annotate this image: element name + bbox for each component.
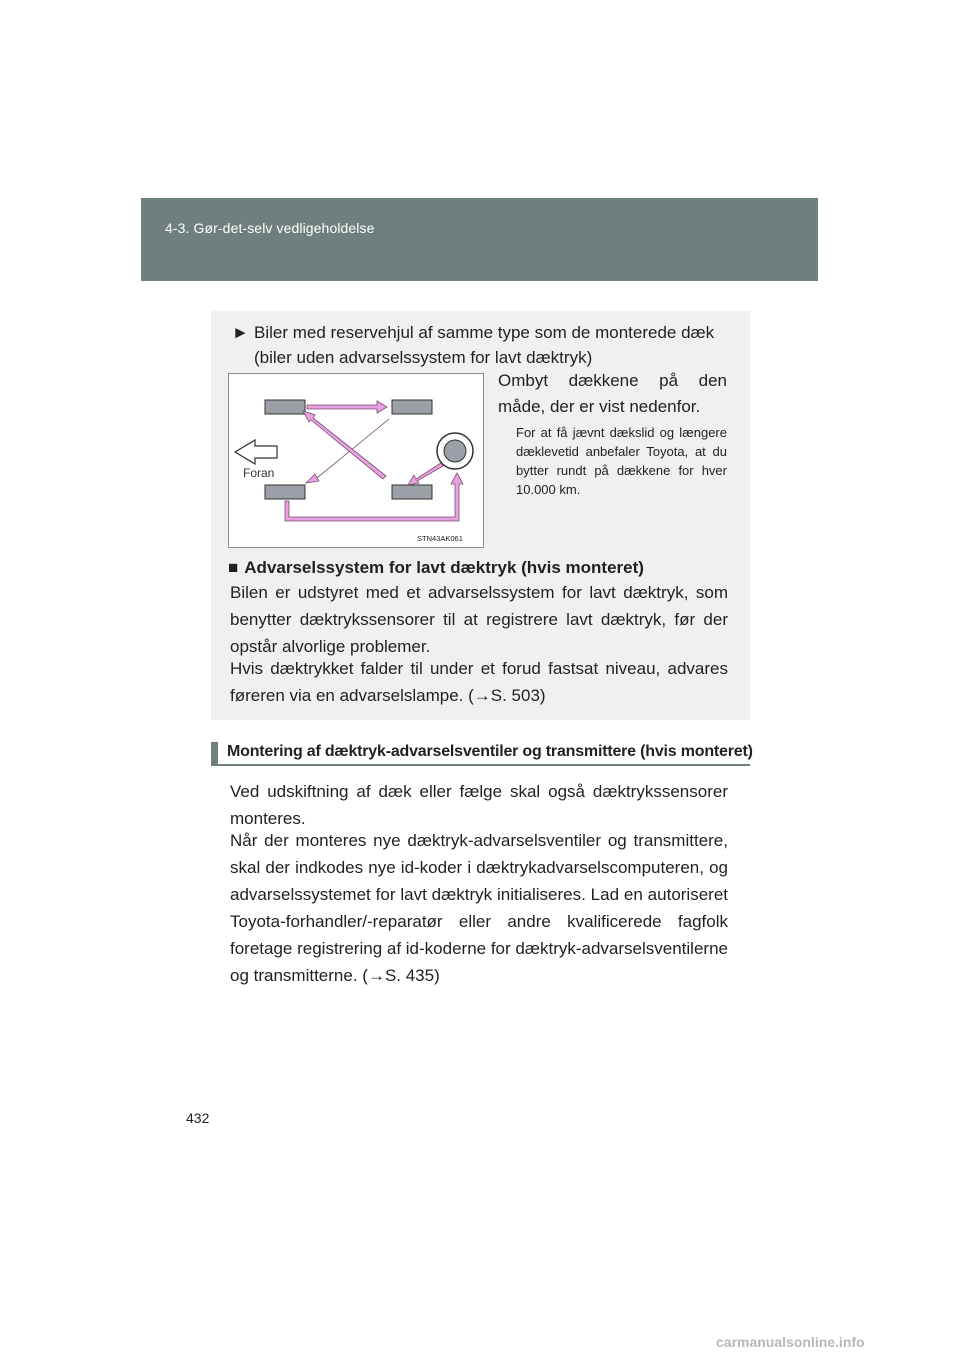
mounting-heading-bar [211, 742, 753, 766]
page-number: 432 [186, 1110, 210, 1126]
bullet-line-2: (biler uden advarselssystem for lavt dæktryk) [254, 348, 593, 367]
arrow-spare-to-rr [408, 463, 443, 485]
rotation-note: For at få jævnt dækslid og længere dæklevetid anbefaler Toyota, at du bytter rundt på dækkene for hver 10.000 km. [516, 425, 727, 497]
rotation-arrows [285, 401, 463, 521]
tire-front-right [392, 400, 432, 414]
mounting-paragraph-1: Ved udskiftning af dæk eller fælge skal også dæktrykssensorer monteres. [230, 782, 728, 828]
arrow-rr-to-fl [303, 411, 386, 479]
tire-rotation-svg [229, 374, 483, 547]
tire-rotation-diagram [228, 373, 484, 548]
front-direction-arrow-icon [235, 440, 277, 464]
section-square-icon: ■ [228, 558, 239, 577]
watermark: carmanualsonline.info [716, 1334, 865, 1350]
tire-front-left [265, 400, 305, 414]
tpms-section-title: Advarselssystem for lavt dæktryk (hvis monteret) [244, 558, 644, 577]
bullet-line-1: Biler med reservehjul af samme type som de monterede dæk [254, 323, 715, 342]
bullet-arrow-icon: ► [232, 323, 249, 342]
arrow-fl-to-fr [307, 401, 387, 413]
figure-code: STN43AK061 [417, 534, 463, 543]
tire-rear-left [265, 485, 305, 499]
heading-marker [211, 742, 218, 764]
tpms-paragraph-2: Hvis dæktrykket falder til under et forud fastsat niveau, advares føreren via en advarselslampe. (→S. 503) [230, 659, 728, 705]
front-label: Foran [243, 466, 275, 480]
section-header-title: 4-3. Gør-det-selv vedligeholdelse [165, 220, 375, 236]
tire-rear-right [392, 485, 432, 499]
section-header-bar [141, 198, 818, 281]
spare-tire-hub [444, 440, 466, 462]
bullet-item [232, 320, 728, 370]
mounting-heading-title: Montering af dæktryk-advarselsventiler og transmittere (hvis monteret) [227, 743, 753, 760]
rotation-instruction: Ombyt dækkene på den måde, der er vist nedenfor. [498, 371, 727, 416]
tpms-section-heading [228, 556, 728, 580]
tpms-paragraph-1: Bilen er udstyret med et advarselssystem for lavt dæktryk, som benytter dæktrykssensorer til at registrere lavt dæktryk, før der opstår alvorlige problemer. [230, 583, 728, 656]
mounting-paragraph-2: Når der monteres nye dæktryk-advarselsventiler og transmittere, skal der indkodes nye id-koder i dæktrykadvarselscomputeren, og advarselssystemet for lavt dæktryk initialiseres. Lad en autoriseret Toyota-forhandler/-reparatør eller andre kvalificerede fagfolk foretage registrering af id-koderne for dæktryk-advarselsventilerne og transmitterne. (→S. 435) [230, 831, 728, 985]
